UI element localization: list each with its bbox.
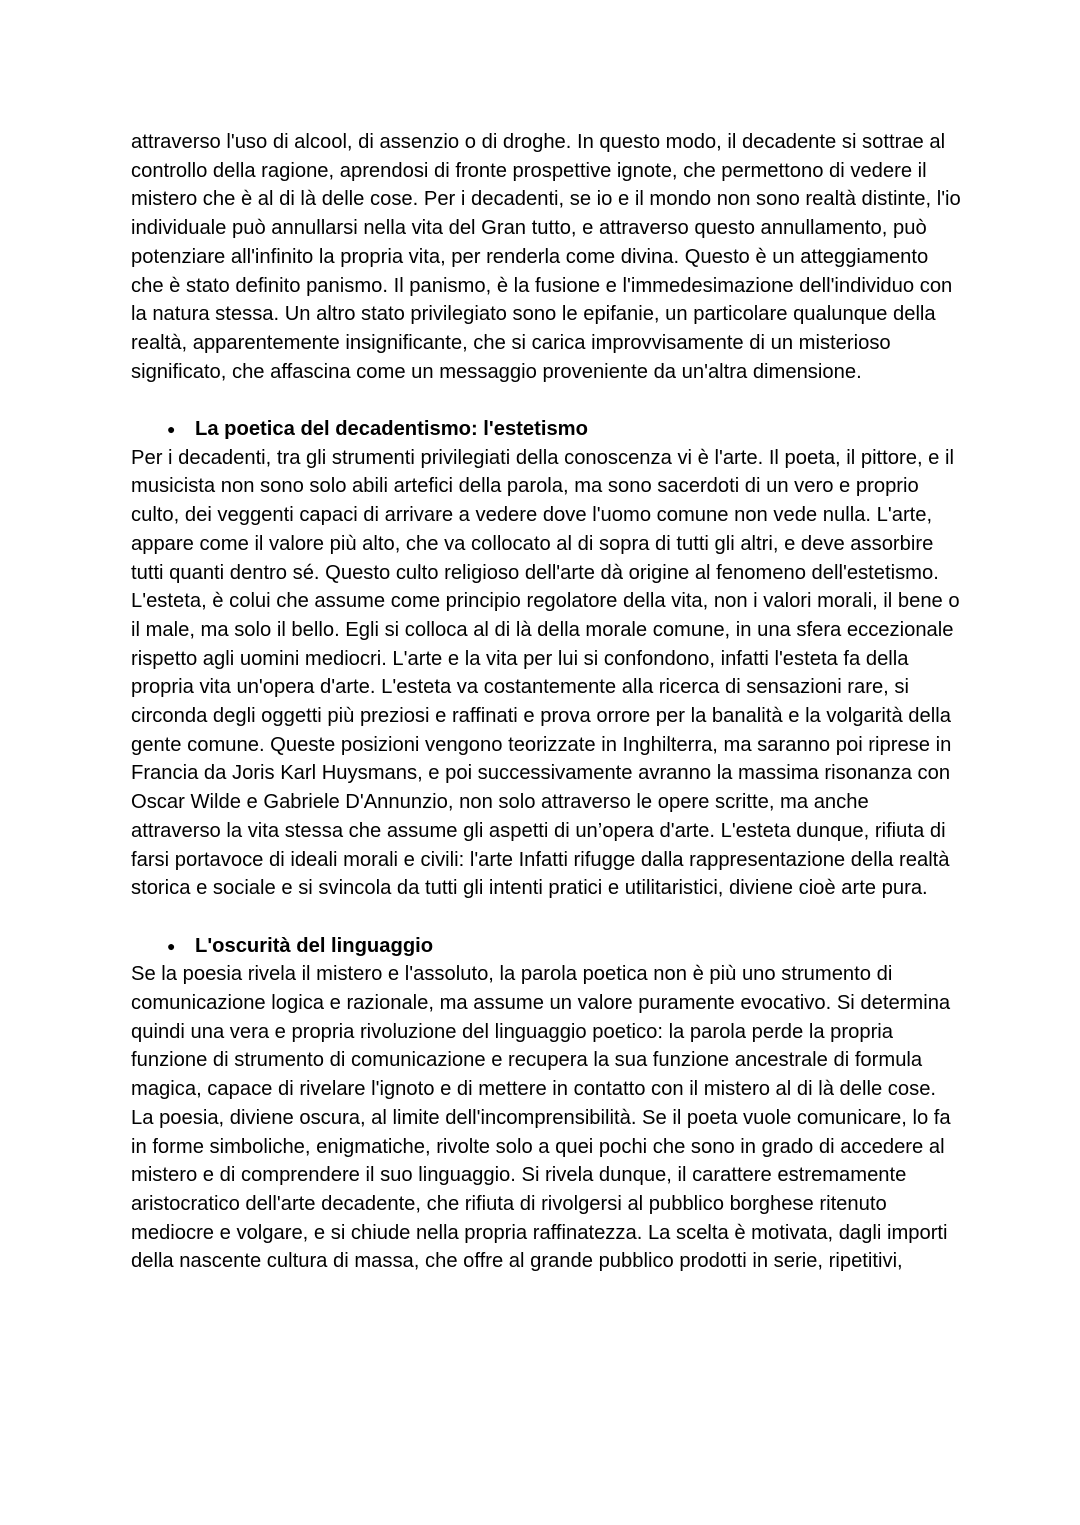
bullet-icon: ● (167, 421, 176, 438)
section-body: Se la poesia rivela il mistero e l'assoluto, la parola poetica non è più uno strumento di comunicazione logica e razionale, ma assume un valore puramente evocativo. Si determina quindi una vera e propria rivoluzione del linguaggio poetico: la parola perde la propria funzione di strumento di comunicazione e recupera la sua funzione ancestrale di formula magica, capace di rivelare l'ignoto e di mettere in contatto con il mistero al di là delle cose. La poesia, diviene oscura, al limite dell'incomprensibilità. Se il poeta vuole comunicare, lo fa in forme simboliche, enigmatiche, rivolte solo a quei pochi che sono in grado di accedere al mistero e di comprendere il suo linguaggio. Si rivela dunque, il carattere estremamente aristocratico dell'arte decadente, che rifiuta di rivolgersi al pubblico borghese ritenuto mediocre e volgare, e si chiude nella propria raffinatezza. La scelta è motivata, dagli importi della nascente cultura di massa, che offre al grande pubblico prodotti in serie, ripetitivi, (131, 963, 951, 1273)
section-estetismo (131, 415, 961, 903)
section-heading-text: L'oscurità del linguaggio (195, 934, 434, 957)
intro-paragraph: attraverso l'uso di alcool, di assenzio o di droghe. In questo modo, il decadente si sottrae al controllo della ragione, aprendosi di fronte prospettive ignote, che permettono di vedere il mistero che è al di là delle cose. Per i decadenti, se io e il mondo non sono realtà distinte, l'io individuale può annullarsi nella vita del Gran tutto, e attraverso questo annullamento, può potenziare all'infinito la propria vita, per renderla come divina. Questo è un atteggiamento che è stato definito panismo. Il panismo, è la fusione e l'immedesimazione dell'individuo con la natura stessa. Un altro stato privilegiato sono le epifanie, un particolare qualunque della realtà, apparentemente insignificante, che si carica improvvisamente di un misterioso significato, che affascina come un messaggio proveniente da un'altra dimensione. (131, 131, 961, 383)
bullet-icon: ● (167, 937, 176, 954)
section-heading (131, 932, 961, 961)
section-heading-text: La poetica del decadentismo: l'estetismo (195, 418, 588, 441)
section-heading (131, 415, 961, 444)
section-oscurita-linguaggio (131, 932, 961, 1276)
document-page (131, 128, 961, 1276)
section-body: Per i decadenti, tra gli strumenti privilegiati della conoscenza vi è l'arte. Il poeta, il pittore, e il musicista non sono solo abili artefici della parola, ma sono sacerdoti di un vero e proprio culto, dei veggenti capaci di arrivare a vedere dove l'uomo comune non vede nulla. L'arte, appare come il valore più alto, che va collocato al di sopra di tutti gli altri, e deve assorbire tutti quanti dentro sé. Questo culto religioso dell'arte dà origine al fenomeno dell'estetismo. L'esteta, è colui che assume come principio regolatore della vita, non i valori morali, il bene o il male, ma solo il bello. Egli si colloca al di là della morale comune, in una sfera eccezionale rispetto agli uomini mediocri. L'arte e la vita per lui si confondono, infatti l'esteta fa della propria vita un'opera d'arte. L'esteta va costantemente alla ricerca di sensazioni rare, si circonda degli oggetti più preziosi e raffinati e prova orrore per la banalità e la volgarità della gente comune. Queste posizioni vengono teorizzate in Inghilterra, ma saranno poi riprese in Francia da Joris Karl Huysmans, e poi successivamente avranno la massima risonanza con Oscar Wilde e Gabriele D'Annunzio, non solo attraverso le opere scritte, ma anche attraverso la vita stessa che assume gli aspetti di un’opera d'arte. L'esteta dunque, rifiuta di farsi portavoce di ideali morali e civili: l'arte Infatti rifugge dalla rappresentazione della realtà storica e sociale e si svincola da tutti gli intenti pratici e utilitaristici, diviene cioè arte pura. (131, 446, 960, 900)
